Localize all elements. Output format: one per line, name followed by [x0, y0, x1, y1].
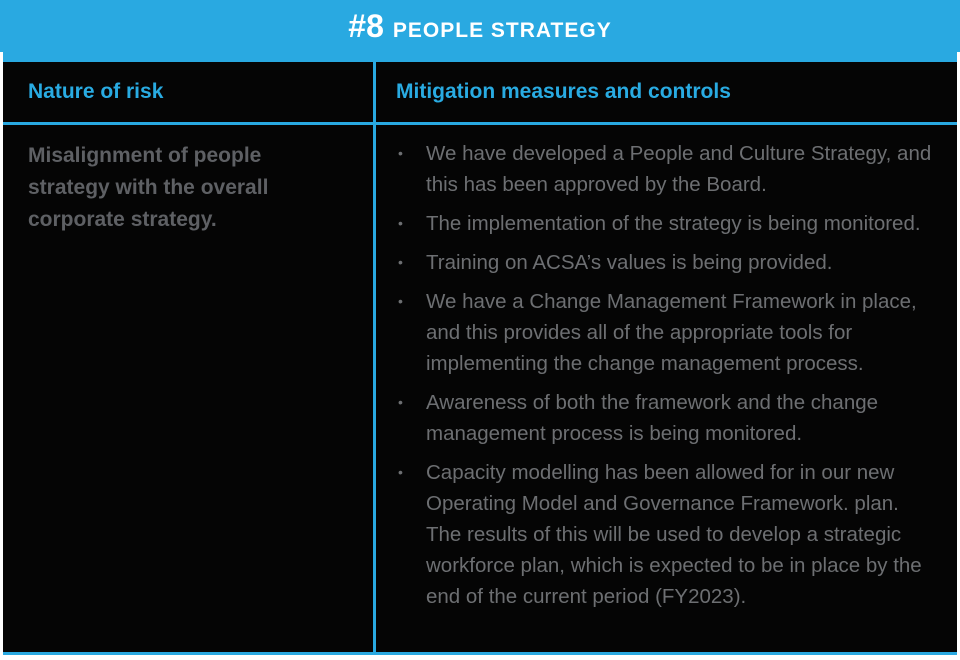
risk-title-text: PEOPLE STRATEGY	[392, 18, 612, 42]
mitigation-item-text: Training on ACSA’s values is being provided.	[426, 251, 833, 274]
column-header-nature-of-risk: Nature of risk	[28, 80, 164, 103]
mitigation-item	[396, 286, 939, 379]
mitigation-item	[396, 387, 939, 449]
risk-number: #8	[348, 7, 384, 44]
mitigation-item	[396, 247, 939, 278]
mitigation-item-text: We have developed a People and Culture Strategy, and this has been approved by the Board.	[426, 142, 932, 196]
page-title	[348, 8, 611, 45]
bullet-icon: •	[398, 215, 403, 231]
bullet-icon: •	[398, 293, 403, 309]
mitigation-cell	[373, 125, 957, 652]
nature-of-risk-cell	[3, 125, 373, 652]
mitigation-list	[396, 138, 939, 612]
mitigation-item	[396, 138, 939, 200]
mitigation-item-text: The implementation of the strategy is being monitored.	[426, 212, 921, 235]
table-body-row	[3, 125, 957, 652]
mitigation-item	[396, 457, 939, 612]
nature-of-risk-text: Misalignment of people strategy with the overall corporate strategy.	[28, 144, 269, 231]
mitigation-item-text: Capacity modelling has been allowed for in our new Operating Model and Governance Framework. plan. The results of this will be used to develop a strategic workforce plan, which is expected to be in place by the end of the current period (FY2023).	[426, 461, 922, 608]
bullet-icon: •	[398, 254, 403, 270]
mitigation-item-text: Awareness of both the framework and the change management process is being monitored.	[426, 391, 879, 445]
table-header-row	[3, 62, 957, 125]
column-header-mitigation: Mitigation measures and controls	[396, 80, 731, 103]
mitigation-item	[396, 208, 939, 239]
title-band	[0, 0, 960, 52]
mitigation-item-text: We have a Change Management Framework in place, and this provides all of the appropriate tools for implementing the change management process.	[426, 290, 917, 375]
risk-table	[3, 52, 957, 655]
column-divider	[373, 62, 376, 652]
bullet-icon: •	[398, 464, 403, 480]
bullet-icon: •	[398, 394, 403, 410]
bullet-icon: •	[398, 145, 403, 161]
